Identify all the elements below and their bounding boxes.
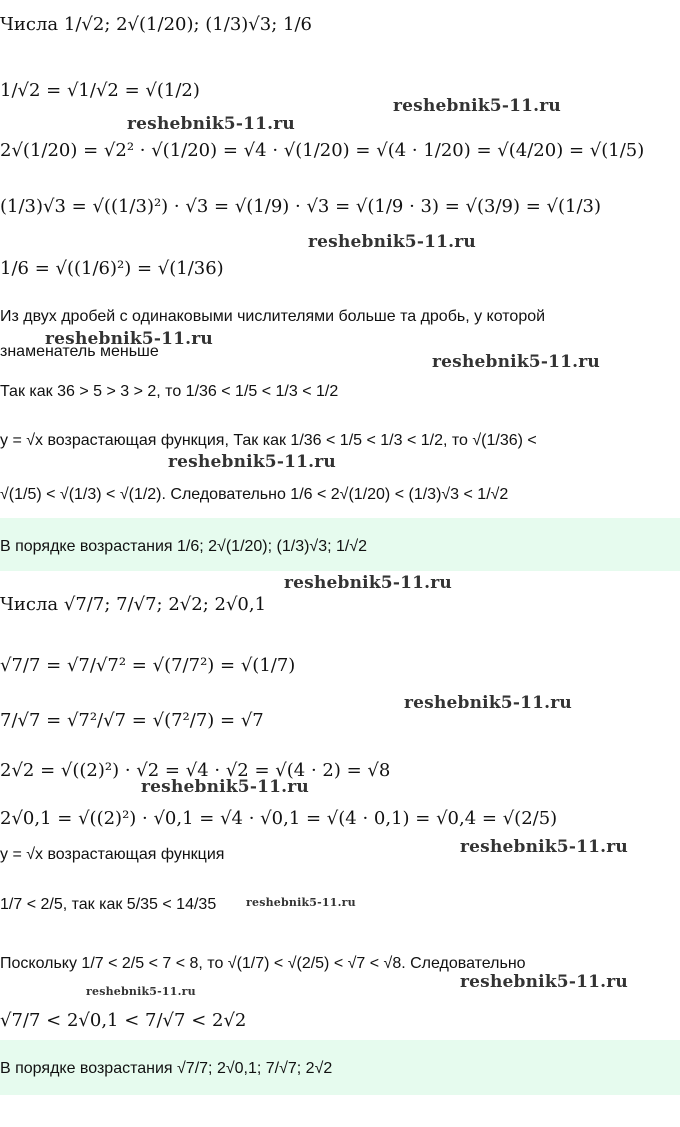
part1-line-6: Из двух дробей с одинаковыми числителями больше та дробь, у которой xyxy=(0,308,546,325)
watermark: reshebnik5-11.ru xyxy=(284,573,452,593)
part2-line-7: 1/7 < 2/5, так как 5/35 < 14/35 xyxy=(0,896,217,913)
part1-line-2: 1/√2 = √1/√2 = √(1/2) xyxy=(0,80,200,101)
part2-line-8: Поскольку 1/7 < 2/5 < 7 < 8, то √(1/7) < √(2/5) < √7 < √8. Следовательно xyxy=(0,955,526,972)
watermark: reshebnik5-11.ru xyxy=(168,452,336,472)
part2-line-2: √7/7 = √7/√7² = √(7/7²) = √(1/7) xyxy=(0,655,296,676)
watermark: reshebnik5-11.ru xyxy=(308,232,476,252)
part1-line-9: y = √x возрастающая функция, Так как 1/36 < 1/5 < 1/3 < 1/2, то √(1/36) < xyxy=(0,432,537,449)
watermark: reshebnik5-11.ru xyxy=(246,896,356,909)
part1-line-4: (1/3)√3 = √((1/3)²) · √3 = √(1/9) · √3 = √(1/9 · 3) = √(3/9) = √(1/3) xyxy=(0,196,602,217)
part2-answer: В порядке возрастания √7/7; 2√0,1; 7/√7; 2√2 xyxy=(0,1060,333,1077)
part2-line-5: 2√0,1 = √((2)²) · √0,1 = √4 · √0,1 = √(4 · 0,1) = √0,4 = √(2/5) xyxy=(0,808,558,829)
watermark: reshebnik5-11.ru xyxy=(460,972,628,992)
watermark: reshebnik5-11.ru xyxy=(404,693,572,713)
part2-line-9: √7/7 < 2√0,1 < 7/√7 < 2√2 xyxy=(0,1010,247,1031)
part1-line-7: знаменатель меньше xyxy=(0,343,159,360)
part1-line-5: 1/6 = √((1/6)²) = √(1/36) xyxy=(0,258,224,279)
watermark: reshebnik5-11.ru xyxy=(127,114,295,134)
part2-line-6: y = √x возрастающая функция xyxy=(0,846,225,863)
part1-line-10: √(1/5) < √(1/3) < √(1/2). Следовательно 1/6 < 2√(1/20) < (1/3)√3 < 1/√2 xyxy=(0,486,509,503)
watermark: reshebnik5-11.ru xyxy=(86,985,196,998)
part2-line-1: Числа √7/7; 7/√7; 2√2; 2√0,1 xyxy=(0,594,267,615)
watermark: reshebnik5-11.ru xyxy=(141,777,309,797)
part1-line-1: Числа 1/√2; 2√(1/20); (1/3)√3; 1/6 xyxy=(0,14,312,35)
part2-line-3: 7/√7 = √7²/√7 = √(7²/7) = √7 xyxy=(0,710,264,731)
part1-answer: В порядке возрастания 1/6; 2√(1/20); (1/3)√3; 1/√2 xyxy=(0,538,368,555)
watermark: reshebnik5-11.ru xyxy=(45,329,213,349)
watermark: reshebnik5-11.ru xyxy=(432,352,600,372)
part1-line-8: Так как 36 > 5 > 3 > 2, то 1/36 < 1/5 < 1/3 < 1/2 xyxy=(0,383,339,400)
watermark: reshebnik5-11.ru xyxy=(393,96,561,116)
part1-line-3: 2√(1/20) = √2² · √(1/20) = √4 · √(1/20) = √(4 · 1/20) = √(4/20) = √(1/5) xyxy=(0,140,645,161)
part2-line-4: 2√2 = √((2)²) · √2 = √4 · √2 = √(4 · 2) = √8 xyxy=(0,760,391,781)
watermark: reshebnik5-11.ru xyxy=(460,837,628,857)
